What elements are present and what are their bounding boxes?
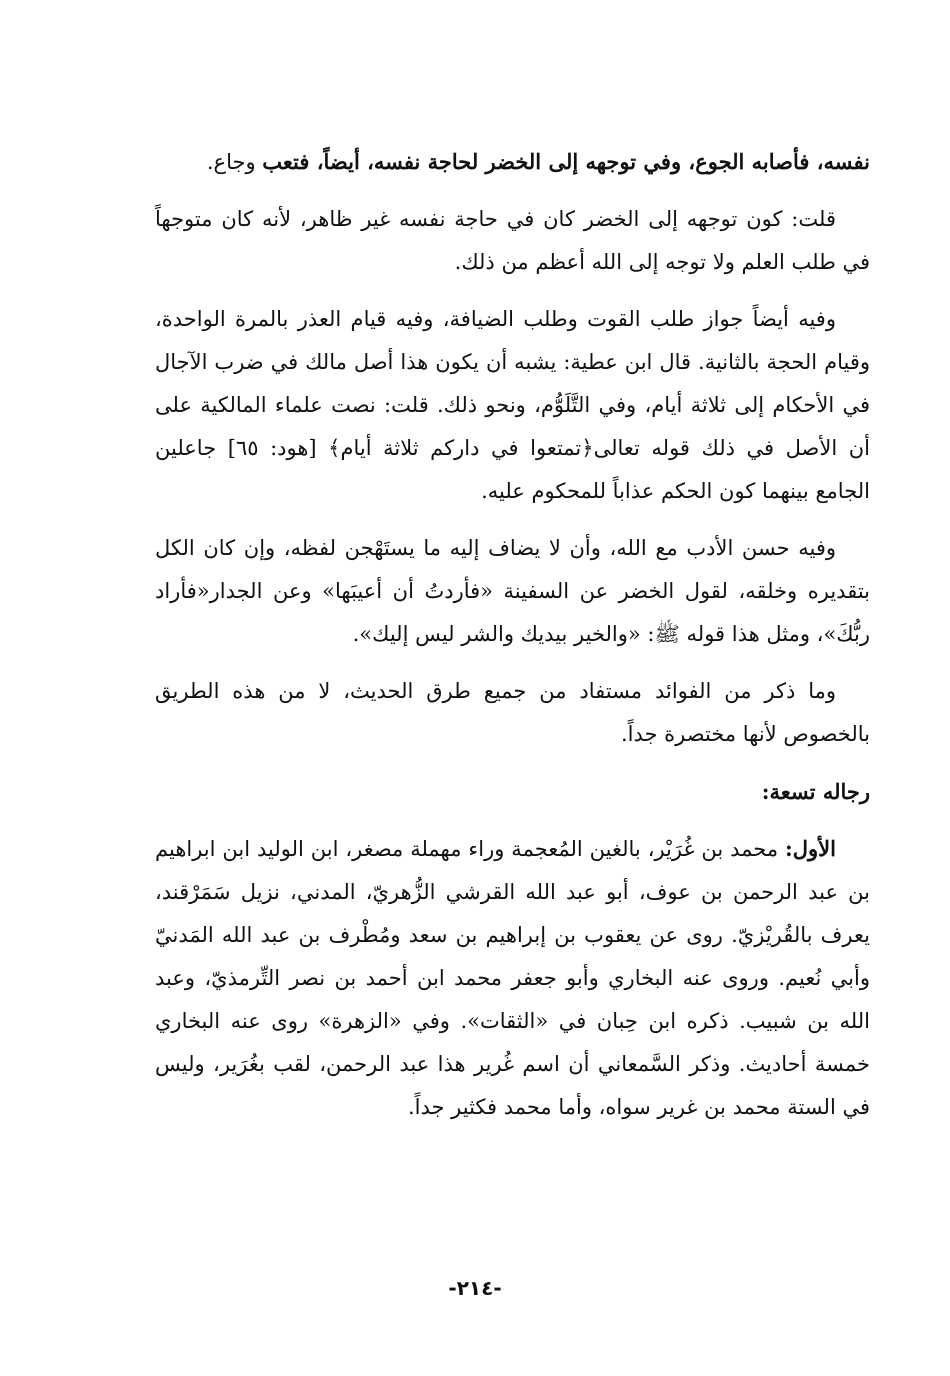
narrator-paragraph [155, 827, 870, 1129]
paragraph-5: وما ذكر من الفوائد مستفاد من جميع طرق الحديث، لا من هذه الطريق بالخصوص لأنها مختصرة جداً. [155, 679, 870, 746]
narrator-label: الأول: [785, 836, 836, 861]
paragraph-1-lead: نفسه، فأصابه الجوع، وفي توجهه إلى الخضر لحاجة نفسه، أيضاً، فتعب [262, 149, 870, 174]
narrator-text: محمد بن غُرَيْر، بالغين المُعجمة وراء مهملة مصغر، ابن الوليد ابن ابراهيم بن عبد الرحمن بن عوف، أبو عبد الله القرشي الزُّهريّ، المدني، نزيل سَمَرْقند، يعرف بالقُريْزيّ. روى عن يعقوب بن إبراهيم بن سعد ومُطْرف بن عبد الله المَدنيّ وأبي نُعيم. وروى عنه البخاري وأبو جعفر محمد ابن أحمد بن نصر التِّرمذيّ، وعبد الله بن شبيب. ذكره ابن حِبان في «الثقات». وفي «الزهرة» روى عنه البخاري خمسة أحاديث. وذكر السَّمعاني أن اسم غُرير هذا عبد الرحمن، لقب بغُرَير، وليس في الستة محمد بن غرير سواه، وأما محمد فكثير جداً. [155, 837, 870, 1119]
paragraph-4: وفيه حسن الأدب مع الله، وأن لا يضاف إليه ما يستَهْجن لفظه، وإن كان الكل بتقديره وخلقه، لقول الخضر عن السفينة «فأردتُ أن أعيبَها» وعن الجدار«فأراد ربُّكَ»، ومثل هذا قوله ﷺ: «والخير بيديك والشر ليس إليك». [155, 536, 870, 646]
page-body [155, 140, 870, 1143]
paragraph-1-text: وجاع. [206, 150, 263, 174]
paragraph-2: قلت: كون توجهه إلى الخضر كان في حاجة نفسه غير ظاهر، لأنه كان متوجهاً في طلب العلم ولا توجه إلى الله أعظم من ذلك. [155, 207, 870, 274]
section-heading: رجاله تسعة: [761, 779, 870, 804]
paragraph-1 [155, 140, 870, 184]
page-number: -٢١٤- [448, 1276, 502, 1300]
paragraph-3: وفيه أيضاً جواز طلب القوت وطلب الضيافة، وفيه قيام العذر بالمرة الواحدة، وقيام الحجة بالثانية. قال ابن عطية: يشبه أن يكون هذا أصل مالك في ضرب الآجال في الأحكام إلى ثلاثة أيام، وفي التَّلَوُّم، ونحو ذلك. قلت: نصت علماء المالكية على أن الأصل في ذلك قوله تعالى﴿تمتعوا في داركم ثلاثة أيام﴾ [هود: ٦٥] جاعلين الجامع بينهما كون الحكم عذاباً للمحكوم عليه. [155, 307, 870, 503]
